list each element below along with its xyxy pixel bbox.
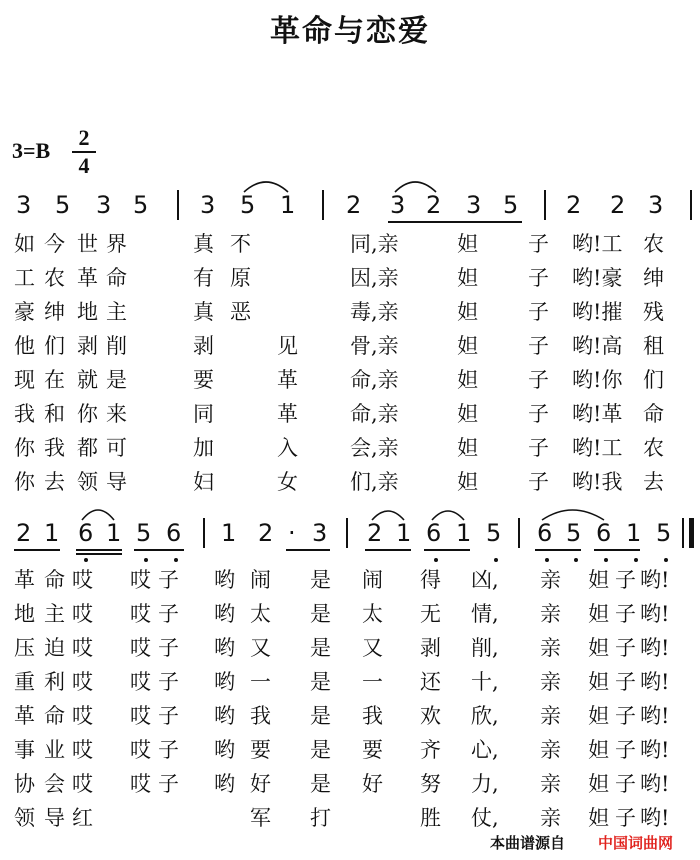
lyric-syllable: 剥 [420,636,441,660]
lyric-syllable: 哎 [72,738,93,762]
lyric-syllable: 子 [528,402,549,426]
note: 5 [133,191,149,219]
lyric-syllable: 要 [193,368,214,392]
lyric-syllable: 哎 [72,772,93,796]
note: 3 [648,191,664,219]
lyric-syllable: 是 [106,368,127,392]
lyric-syllable: 努 [420,772,441,796]
time-signature-top: 2 [78,125,90,150]
lyric-syllable: 得 [420,568,441,592]
lyric-syllable: 子 [615,602,636,626]
lyric-syllable: 军 [250,806,271,830]
lyric-syllable: 重 [14,670,35,694]
lyric-syllable: 见 [277,334,298,358]
lyric-syllable: 削, [471,636,499,660]
lyric-syllable: 子 [615,738,636,762]
lyric-syllable: 绅 [643,266,664,290]
lyric-syllable: 削 [106,334,127,358]
note: · [288,519,296,547]
note: 2 [426,191,442,219]
lyric-syllable: 妲 [457,436,478,460]
lyric-syllable: 要 [250,738,271,762]
lyric-syllable: 十, [471,670,499,694]
lyric-syllable: 哟!工 [572,436,623,460]
lyric-syllable: 子 [528,368,549,392]
lyric-syllable: 好 [362,772,383,796]
lyric-syllable: 工 [14,266,35,290]
lyric-line [0,702,700,732]
note: 2 [566,191,582,219]
lyric-syllable: 仗, [471,806,499,830]
lyric-syllable: 哟!高 [572,334,623,358]
lyric-syllable: 会,亲 [350,436,399,460]
lyric-syllable: 命,亲 [350,368,399,392]
lyric-syllable: 亲 [540,806,561,830]
lyric-syllable: 哟! [640,568,670,592]
lyric-syllable: 一 [362,670,383,694]
note: 1 [221,519,237,547]
note: 2 [367,519,383,547]
lyric-syllable: 同 [193,402,214,426]
lyric-syllable: 他 [14,334,35,358]
lyric-syllable: 哎 [72,602,93,626]
lyric-syllable: 闹 [362,568,383,592]
lyric-syllable: 迫 [44,636,65,660]
lyric-line [0,804,700,834]
note: 3 [16,191,32,219]
lyric-syllable: 入 [277,436,298,460]
lyric-syllable: 都 [77,436,98,460]
lyric-line [0,770,700,800]
lyric-syllable: 还 [420,670,441,694]
note: 1 [456,519,472,547]
lyric-syllable: 领 [14,806,35,830]
lyric-syllable: 子 [615,806,636,830]
note: 5 [136,519,152,547]
lyric-syllable: 命 [643,402,664,426]
lyric-syllable: 命 [44,704,65,728]
lyric-syllable: 哎 [130,738,151,762]
lyric-syllable: 哟! [640,772,670,796]
note: 3 [96,191,112,219]
note: 2 [16,519,32,547]
time-signature-bottom: 4 [78,153,90,178]
lyric-syllable: 导 [44,806,65,830]
note: 6 [596,519,612,547]
lyric-line [0,634,700,664]
lyric-syllable: 亲 [540,670,561,694]
lyric-syllable: 革 [77,266,98,290]
lyric-syllable: 妲 [457,402,478,426]
lyric-syllable: 来 [106,402,127,426]
lyric-syllable: 一 [250,670,271,694]
lyric-syllable: 亲 [540,636,561,660]
lyric-syllable: 子 [528,232,549,256]
lyric-line [0,600,700,630]
lyric-syllable: 主 [44,602,65,626]
lyric-syllable: 哟!我 [572,470,623,494]
lyric-syllable: 妲 [457,368,478,392]
note: 1 [44,519,60,547]
lyric-syllable: 地 [77,300,98,324]
lyric-syllable: 豪 [14,300,35,324]
lyric-syllable: 哟!你 [572,368,623,392]
note: 2 [258,519,274,547]
lyric-syllable: 子 [528,470,549,494]
lyric-syllable: 我 [362,704,383,728]
lyric-syllable: 妲 [588,602,609,626]
lyric-syllable: 利 [44,670,65,694]
lyric-syllable: 子 [528,334,549,358]
lyric-syllable: 哟!豪 [572,266,623,290]
lyric-syllable: 毒,亲 [350,300,399,324]
lyric-syllable: 是 [310,670,331,694]
lyric-syllable: 妲 [457,470,478,494]
note: 5 [656,519,672,547]
lyric-syllable: 主 [106,300,127,324]
lyric-syllable: 子 [528,436,549,460]
note: 5 [566,519,582,547]
lyric-syllable: 子 [158,568,179,592]
note: 6 [166,519,182,547]
lyric-syllable: 亲 [540,772,561,796]
note: 5 [503,191,519,219]
lyric-syllable: 哟!革 [572,402,623,426]
lyric-syllable: 就 [77,368,98,392]
lyric-syllable: 是 [310,602,331,626]
lyric-syllable: 子 [158,670,179,694]
lyric-syllable: 领 [77,470,98,494]
lyric-syllable: 哟! [640,738,670,762]
lyric-syllable: 妲 [588,636,609,660]
lyric-syllable: 哟 [214,602,235,626]
lyric-syllable: 妲 [588,806,609,830]
key-signature: 3=B [12,138,51,163]
note: 6 [537,519,553,547]
lyric-syllable: 子 [158,704,179,728]
slur [244,182,288,192]
lyric-syllable: 哎 [72,704,93,728]
lyric-syllable: 凶, [471,568,499,592]
lyric-syllable: 要 [362,738,383,762]
lyric-syllable: 绅 [44,300,65,324]
lyric-syllable: 哟 [214,568,235,592]
lyric-syllable: 胜 [420,806,441,830]
lyric-syllable: 打 [310,806,331,830]
lyric-syllable: 哟!摧 [572,300,623,324]
lyric-syllable: 哟! [640,602,670,626]
slur [395,182,436,192]
lyric-syllable: 去 [643,470,664,494]
lyric-line [0,566,700,596]
lyric-syllable: 太 [250,602,271,626]
lyric-syllable: 世 [77,232,98,256]
lyric-syllable: 子 [615,704,636,728]
lyric-syllable: 子 [615,772,636,796]
lyric-syllable: 骨,亲 [350,334,399,358]
lyric-syllable: 太 [362,602,383,626]
lyric-syllable: 子 [158,772,179,796]
note: 3 [466,191,482,219]
lyric-syllable: 哟! [640,806,670,830]
lyric-syllable: 妲 [457,266,478,290]
lyric-syllable: 哎 [72,568,93,592]
lyric-syllable: 如 [14,232,35,256]
lyric-syllable: 情, [471,602,499,626]
note: 1 [626,519,642,547]
lyric-syllable: 子 [615,568,636,592]
lyric-syllable: 加 [193,436,214,460]
lyric-syllable: 租 [643,334,664,358]
note: 6 [426,519,442,547]
lyric-syllable: 妲 [457,334,478,358]
lyric-syllable: 革 [277,368,298,392]
lyric-syllable: 你 [14,470,35,494]
lyric-syllable: 是 [310,636,331,660]
lyric-syllable: 又 [362,636,383,660]
lyric-syllable: 农 [643,232,664,256]
lyric-syllable: 子 [615,670,636,694]
lyric-syllable: 真 [193,232,214,256]
lyric-syllable: 哎 [72,670,93,694]
lyric-syllable: 是 [310,738,331,762]
lyric-syllable: 女 [277,470,298,494]
slur [82,510,114,520]
site-link[interactable]: 中国词曲网 [598,834,674,852]
lyric-syllable: 妲 [588,738,609,762]
lyric-syllable: 子 [158,738,179,762]
lyric-syllable: 可 [106,436,127,460]
lyric-syllable: 在 [44,368,65,392]
lyric-syllable: 齐 [420,738,441,762]
lyric-syllable: 命,亲 [350,402,399,426]
lyric-syllable: 真 [193,300,214,324]
lyric-syllable: 哟! [640,670,670,694]
lyric-syllable: 命 [44,568,65,592]
lyric-syllable: 革 [277,402,298,426]
note: 5 [240,191,256,219]
lyric-syllable: 哎 [130,568,151,592]
lyric-syllable: 导 [106,470,127,494]
lyric-syllable: 剥 [77,334,98,358]
lyric-syllable: 和 [44,402,65,426]
source-label: 本曲谱源自 [490,834,566,852]
lyric-syllable: 我 [14,402,35,426]
lyric-syllable: 我 [44,436,65,460]
lyric-syllable: 残 [643,300,664,324]
lyric-syllable: 现 [14,368,35,392]
lyric-syllable: 业 [44,738,65,762]
slur [432,511,464,520]
lyric-syllable: 亲 [540,568,561,592]
lyric-syllable: 今 [44,232,65,256]
lyric-syllable: 哟! [640,704,670,728]
lyric-syllable: 界 [106,232,127,256]
lyric-syllable: 哎 [130,636,151,660]
lyric-syllable: 们 [44,334,65,358]
lyric-syllable: 会 [44,772,65,796]
note: 1 [396,519,412,547]
lyric-syllable: 欣, [471,704,499,728]
lyric-syllable: 哟!工 [572,232,623,256]
note: 2 [610,191,626,219]
lyric-syllable: 妲 [588,772,609,796]
lyric-syllable: 哎 [72,636,93,660]
note: 3 [200,191,216,219]
lyric-syllable: 妲 [588,568,609,592]
lyric-syllable: 革 [14,704,35,728]
lyric-syllable: 子 [158,636,179,660]
lyric-syllable: 因,亲 [350,266,399,290]
lyric-syllable: 是 [310,568,331,592]
lyric-syllable: 同,亲 [350,232,399,256]
lyric-syllable: 妲 [457,300,478,324]
lyric-syllable: 农 [44,266,65,290]
lyric-syllable: 事 [14,738,35,762]
lyric-syllable: 心, [471,738,499,762]
lyric-syllable: 哎 [130,670,151,694]
lyric-syllable: 子 [528,300,549,324]
lyric-syllable: 有 [193,266,214,290]
lyric-syllable: 哎 [130,602,151,626]
lyric-line [0,668,700,698]
lyric-syllable: 哟 [214,670,235,694]
note: 3 [312,519,328,547]
note: 5 [55,191,71,219]
lyric-syllable: 力, [471,772,499,796]
lyric-line [0,736,700,766]
lyric-syllable: 命 [106,266,127,290]
lyric-syllable: 哟 [214,738,235,762]
note: 6 [78,519,94,547]
lyric-syllable: 们,亲 [350,470,399,494]
lyric-syllable: 我 [250,704,271,728]
lyric-syllable: 亲 [540,738,561,762]
lyric-syllable: 恶 [230,300,251,324]
note: 2 [346,191,362,219]
lyric-syllable: 不 [230,232,251,256]
lyric-syllable: 子 [158,602,179,626]
lyric-syllable: 妲 [588,670,609,694]
lyric-syllable: 们 [643,368,664,392]
slur [372,511,404,520]
lyric-syllable: 哎 [130,772,151,796]
lyric-syllable: 妇 [193,470,214,494]
note: 5 [486,519,502,547]
lyric-syllable: 亲 [540,602,561,626]
lyric-syllable: 子 [615,636,636,660]
lyric-syllable: 原 [230,266,251,290]
lyric-syllable: 是 [310,772,331,796]
lyric-syllable: 哎 [130,704,151,728]
lyric-syllable: 哟! [640,636,670,660]
song-title: 革命与恋爱 [270,14,430,49]
lyric-syllable: 是 [310,704,331,728]
lyric-syllable: 又 [250,636,271,660]
note: 3 [390,191,406,219]
lyric-syllable: 子 [528,266,549,290]
lyric-syllable: 去 [44,470,65,494]
lyric-syllable: 妲 [588,704,609,728]
lyric-syllable: 农 [643,436,664,460]
lyric-syllable: 剥 [193,334,214,358]
lyric-syllable: 亲 [540,704,561,728]
lyric-syllable: 你 [77,402,98,426]
lyric-syllable: 革 [14,568,35,592]
lyric-syllable: 地 [14,602,35,626]
lyric-syllable: 欢 [420,704,441,728]
lyric-syllable: 无 [420,602,441,626]
note: 1 [106,519,122,547]
slur [542,510,604,520]
lyric-syllable: 你 [14,436,35,460]
lyric-syllable: 红 [72,806,93,830]
lyric-syllable: 协 [14,772,35,796]
note: 1 [280,191,296,219]
lyric-syllable: 好 [250,772,271,796]
lyric-syllable: 哟 [214,704,235,728]
lyric-syllable: 哟 [214,636,235,660]
lyric-syllable: 闹 [250,568,271,592]
lyric-syllable: 哟 [214,772,235,796]
lyric-syllable: 妲 [457,232,478,256]
lyric-syllable: 压 [14,636,35,660]
